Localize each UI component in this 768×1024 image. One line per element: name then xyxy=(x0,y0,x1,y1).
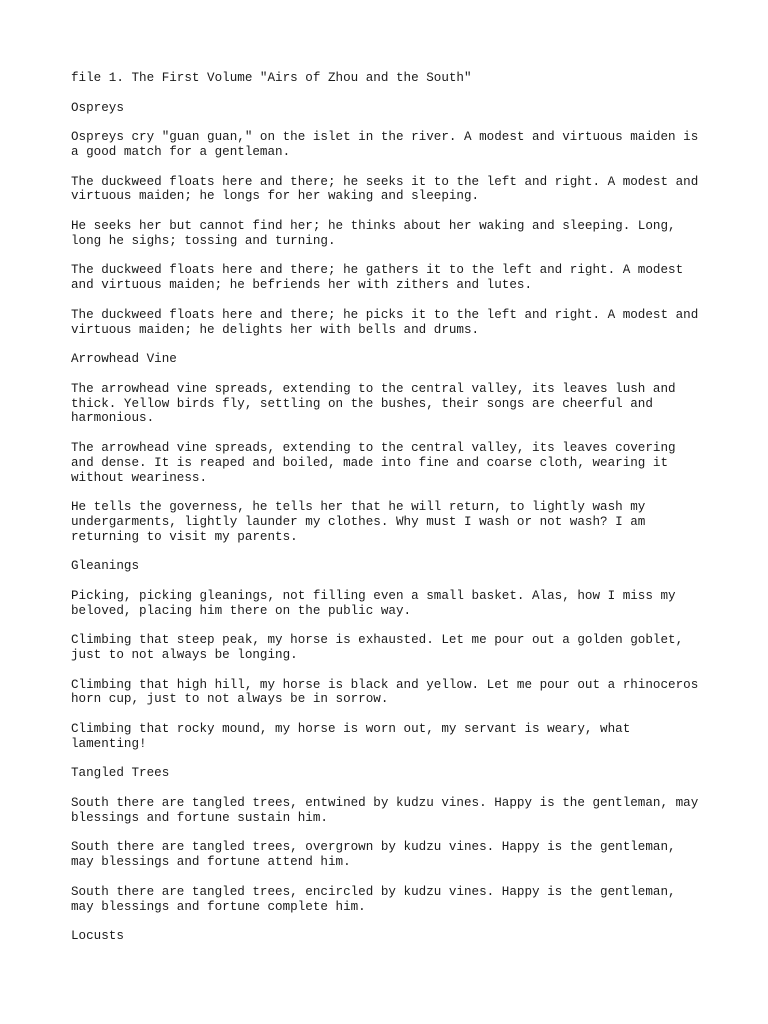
section-heading-arrowhead-vine: Arrowhead Vine xyxy=(71,352,177,367)
section-heading-tangled-trees: Tangled Trees xyxy=(71,766,170,781)
paragraph: South there are tangled trees, overgrown by kudzu vines. Happy is the gentleman, may blessings and fortune attend him. xyxy=(71,840,676,870)
section-heading-gleanings: Gleanings xyxy=(71,559,140,574)
paragraph: The duckweed floats here and there; he picks it to the left and right. A modest and virtuous maiden; he delights her with bells and drums. xyxy=(71,307,699,337)
file-title: file 1. The First Volume "Airs of Zhou and the South" xyxy=(71,71,472,85)
paragraph: He seeks her but cannot find her; he thinks about her waking and sleeping. Long, long he sighs; tossing and turning. xyxy=(71,218,676,248)
paragraph: The arrowhead vine spreads, extending to the central valley, its leaves lush and thick. Yellow birds fly, settling on the bushes, their songs are cheerful and harmonious. xyxy=(71,381,676,426)
paragraph: He tells the governess, he tells her that he will return, to lightly wash my undergarments, lightly launder my clothes. Why must I wash or not wash? I am returning to visit my parents. xyxy=(71,500,646,544)
paragraph: The duckweed floats here and there; he gathers it to the left and right. A modest and virtuous maiden; he befriends her with zithers and lutes. xyxy=(71,263,684,293)
document-page xyxy=(71,71,711,959)
paragraph: Climbing that high hill, my horse is black and yellow. Let me pour out a rhinoceros horn cup, just to not always be in sorrow. xyxy=(71,677,699,707)
paragraph: The duckweed floats here and there; he seeks it to the left and right. A modest and virtuous maiden; he longs for her waking and sleeping. xyxy=(71,174,699,204)
section-heading-ospreys: Ospreys xyxy=(71,100,124,115)
paragraph: South there are tangled trees, encircled by kudzu vines. Happy is the gentleman, may blessings and fortune complete him. xyxy=(71,884,676,914)
section-heading-locusts: Locusts xyxy=(71,929,124,944)
paragraph: South there are tangled trees, entwined by kudzu vines. Happy is the gentleman, may blessings and fortune sustain him. xyxy=(71,796,699,825)
paragraph: Climbing that rocky mound, my horse is worn out, my servant is weary, what lamenting! xyxy=(71,722,631,751)
paragraph: Climbing that steep peak, my horse is exhausted. Let me pour out a golden goblet, just to not always be longing. xyxy=(71,633,684,663)
paragraph: Ospreys cry "guan guan," on the islet in the river. A modest and virtuous maiden is a good match for a gentleman. xyxy=(71,130,699,159)
paragraph: The arrowhead vine spreads, extending to the central valley, its leaves covering and dense. It is reaped and boiled, made into fine and coarse cloth, wearing it without weariness. xyxy=(71,440,676,485)
paragraph: Picking, picking gleanings, not filling even a small basket. Alas, how I miss my beloved, placing him there on the public way. xyxy=(71,588,676,618)
